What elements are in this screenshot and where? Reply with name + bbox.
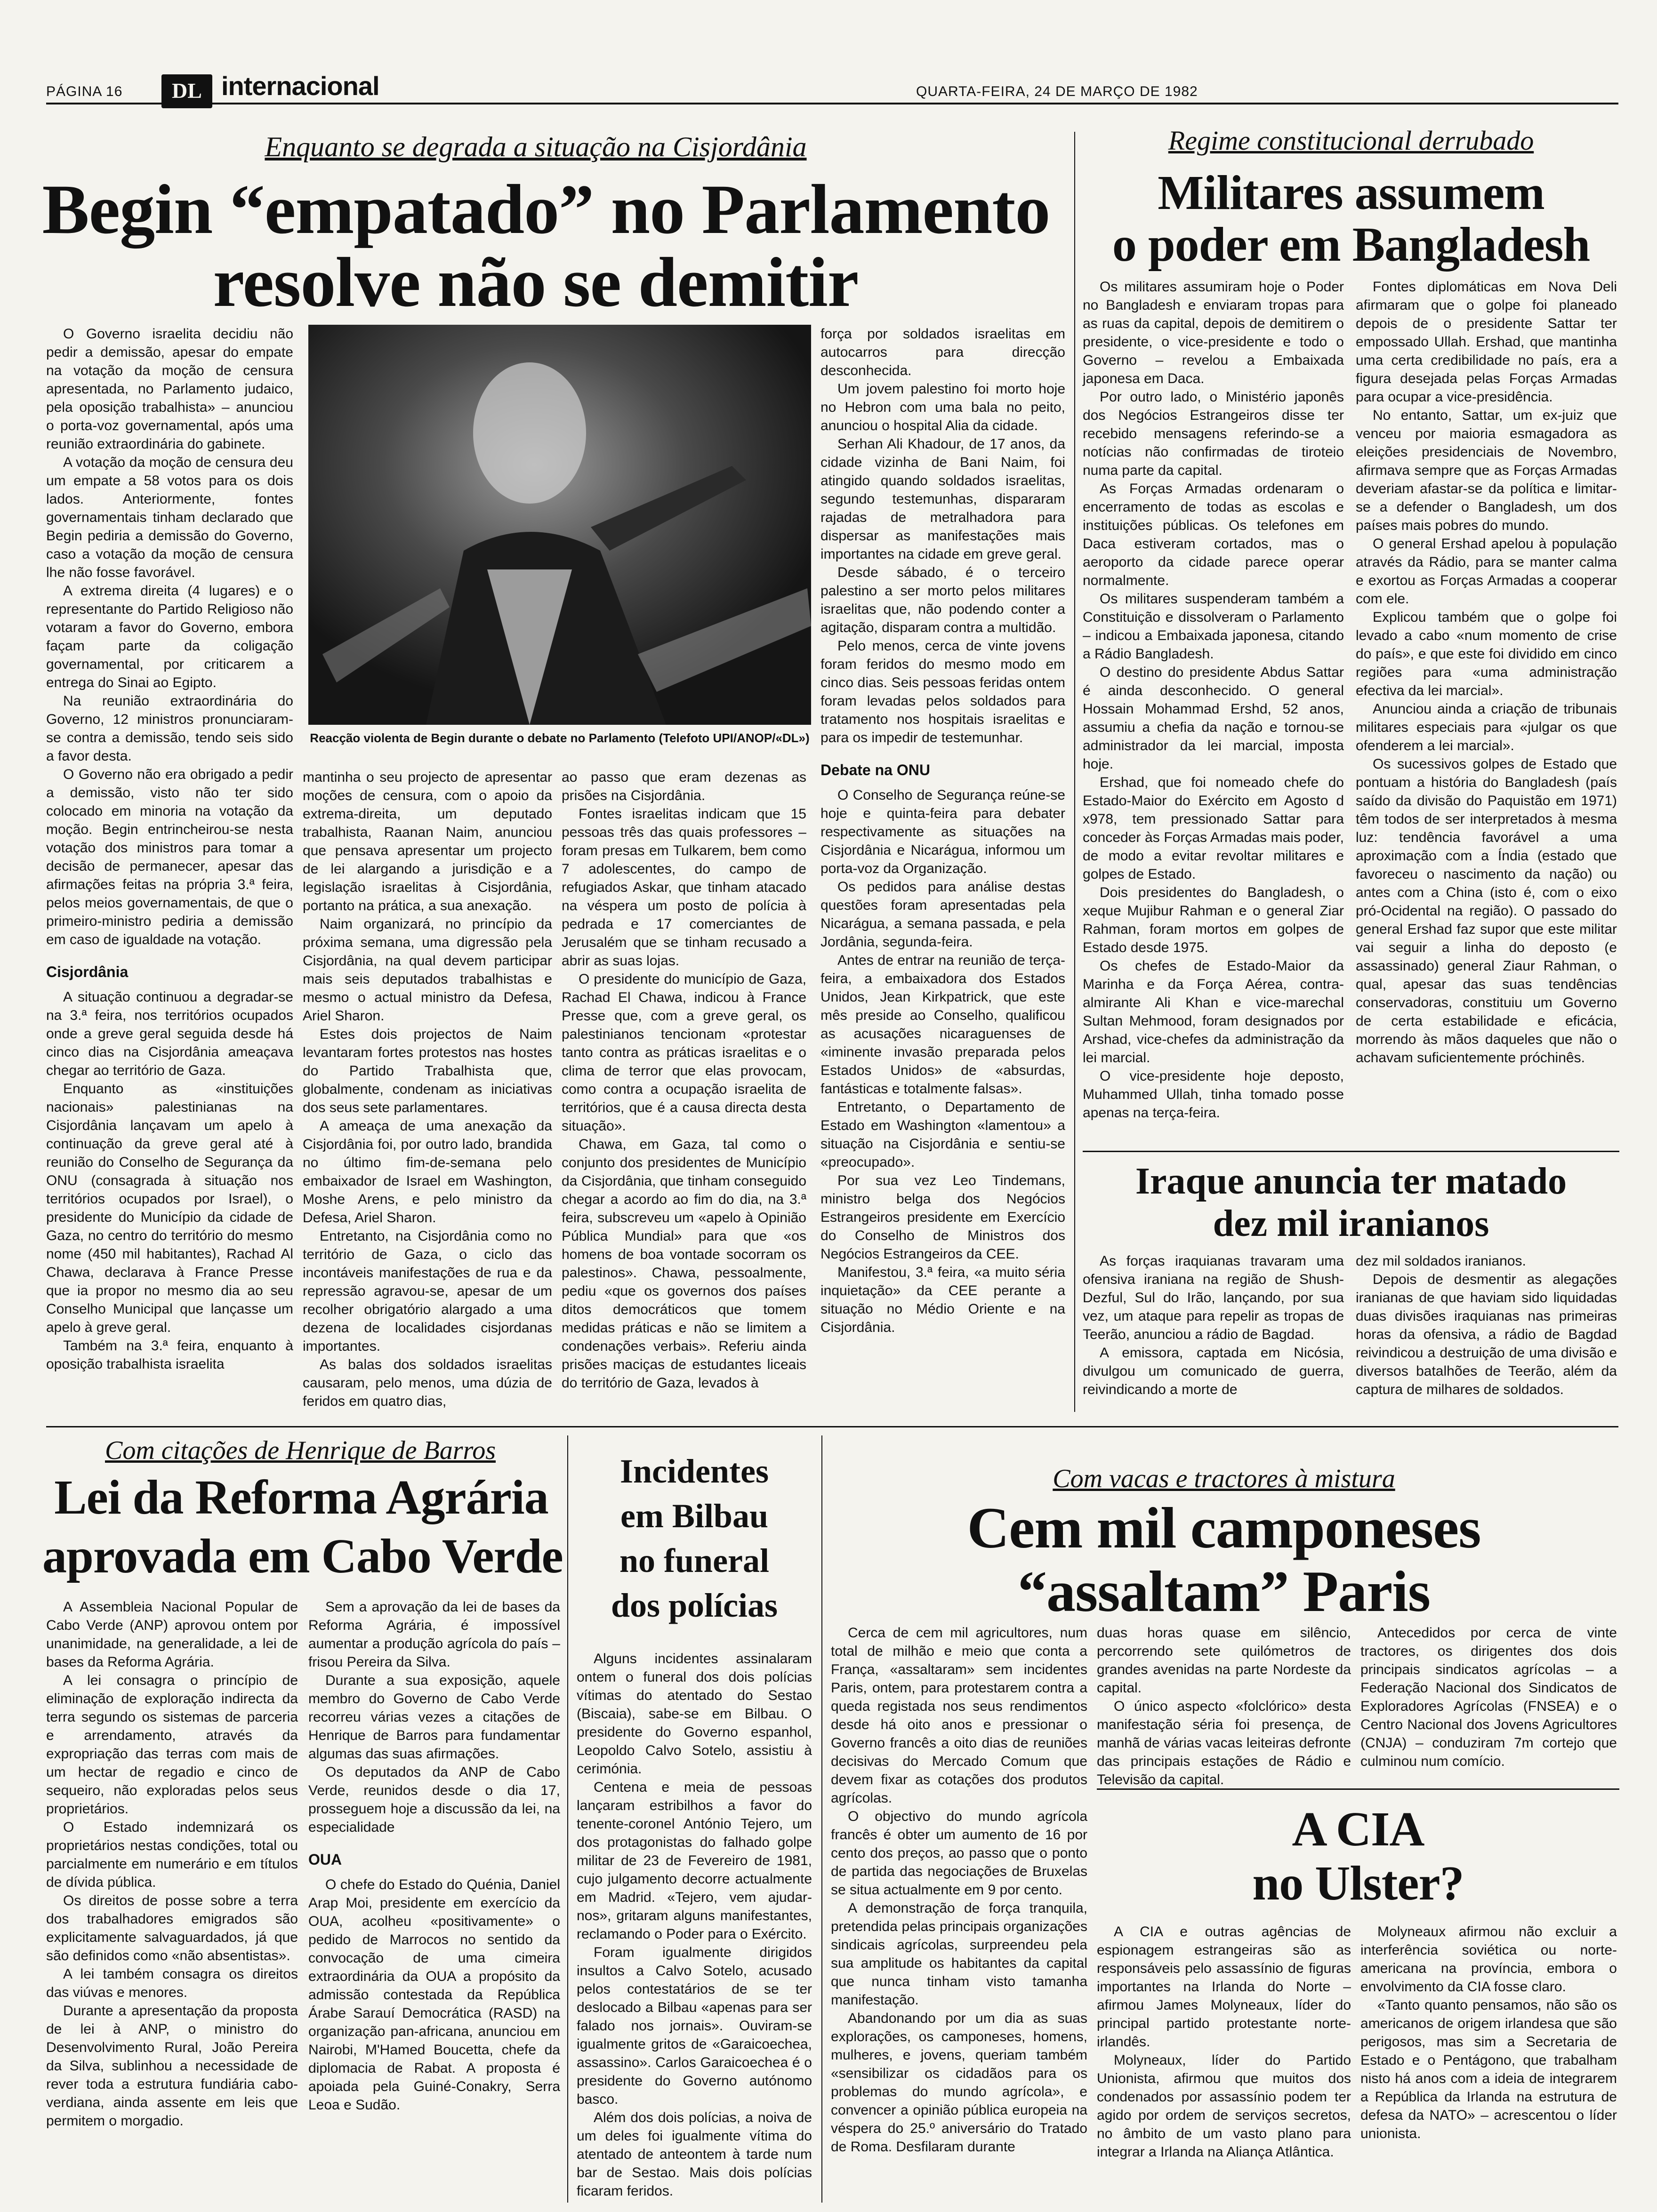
paragraph: Os direitos de posse sobre a terra dos trabalhadores emigrados são explicitamente salvaguardados, já que são definidos como «não absentistas». [46,1893,298,1964]
bangladesh-column-2 [1356,278,1617,1144]
paragraph: Explicou também que o golpe foi levado a cabo «num momento de crise do país», e que este foi dividido em cinco regiões para «uma administração efectiva da lei marcial». [1356,609,1617,698]
cia-column-2 [1360,1923,1617,2205]
bangladesh-headline-line1: Militares assumem [1158,166,1544,220]
paragraph: Alguns incidentes assinalaram ontem o funeral dos dois polícias vítimas do atentado do Sestao (Biscaia), sabe-se em Bilbau. O presidente do Governo espanhol, Leopoldo Calvo Sotelo, assistiu à cerimónia. [577,1651,812,1777]
begin-headline-line2: resolve não se demitir [213,243,859,321]
caboverde-headline-line1: Lei da Reforma Agrária [54,1470,548,1524]
section-rule [1083,1151,1619,1152]
paragraph: Sem a aprovação da lei de bases da Reforma Agrária, é impossível aumentar a produção agrícola do país – frisou Pereira da Silva. [308,1599,560,1670]
paris-headline-line2: “assaltam” Paris [1017,1559,1431,1624]
begin-photo-image [308,325,811,725]
column-divider [1074,132,1075,1412]
paragraph: ao passo que eram dezenas as prisões na Cisjordânia. [562,769,806,803]
paragraph: O Estado indemnizará os proprietários nestas condições, total ou parcialmente em numerário e em títulos de dívida pública. [46,1819,298,1890]
paragraph: As forças iraquianas travaram uma ofensiva iraniana na região de Shush-Dezful, Sul do Irão, lançando, por sua vez, um ataque para repelir as tropas de Teerão, anunciou a rádio de Bagdad. [1083,1253,1344,1342]
bangladesh-column-1 [1083,278,1344,1144]
paragraph: O Conselho de Segurança reúne-se hoje e quinta-feira para debater respectivamente as situações na Cisjordânia e Nicarágua, informou um porta-voz da Organização. [820,787,1065,876]
begin-column-4 [820,325,1065,1417]
paragraph: Os chefes de Estado-Maior da Marinha e da Força Aérea, contra-almirante Ali Khan e vice-marechal Sultan Mehmood, foram designados por Arshad, vice-chefes da administração da lei marcial. [1083,958,1344,1066]
paragraph: Abandonando por um dia as suas explorações, os camponeses, homens, mulheres, e jovens, queriam também «sensibilizar os cidadãos para os problemas do mundo agrícola», e convencer a opinião pública europeia na véspera do 25.º aniversário do Tratado de Roma. Desfilaram durante [831,2011,1087,2155]
paragraph: A demonstração de força tranquila, pretendida pelas principais organizações sindicais agrícolas, surpreendeu pela sua amplitude os habitantes da capital que nunca tinham visto tamanha manifestação. [831,1900,1087,2008]
paragraph: Fontes israelitas indicam que 15 pessoas três das quais professores – foram presas em Tulkarem, bem como 7 adolescentes, do campo de refugiados Askar, que tinham atacado na véspera um posto de polícia à pedrada e 17 comerciantes de Jerusalém que se tinham recusado a abrir as suas lojas. [562,806,806,969]
paragraph: Também na 3.ª feira, enquanto à oposição trabalhista israelita [46,1338,293,1372]
paragraph: «Tanto quanto pensamos, não são os americanos de origem irlandesa que são perigosos, mas sim a Secretaria de Estado e o Pentágono, que trabalham nisto há anos com a ideia de integrarem a República da Irlanda na estrutura de defesa da NATO» – acrescentou o líder unionista. [1360,1997,1617,2141]
paragraph: As balas dos soldados israelitas causaram, pelo menos, uma dúzia de feridos em quatro dias, [303,1357,552,1409]
paragraph: A emissora, captada em Nicósia, divulgou um comunicado de guerra, reivindicando a morte de [1083,1345,1344,1397]
paragraph: A extrema direita (4 lugares) e o representante do Partido Religioso não votaram a favor do Governo, embora façam parte da coligação governamental, por criticarem a entrega do Sinai ao Egipto. [46,583,293,690]
caboverde-column-2 [308,1598,560,2205]
paragraph: Os militares assumiram hoje o Poder no Bangladesh e enviaram tropas para as ruas da capital, depois de demitirem o presidente, o vice-presidente e todo o Governo – revelou a Embaixada japonesa em Daca. [1083,279,1344,386]
subhead-cisjordania: Cisjordânia [46,963,129,980]
paragraph: Entretanto, o Departamento de Estado em Washington «lamentou» a situação na Cisjordânia e sentiu-se «preocupado». [820,1099,1065,1170]
page-horizontal-rule [46,1426,1618,1427]
bilbau-headline-line2: em Bilbau [620,1497,769,1535]
paragraph: Molyneaux afirmou não excluir a interferência soviética ou norte-americana na província, embora o envolvimento da CIA fosse claro. [1360,1924,1617,1995]
begin-photo-caption: Reacção violenta de Begin durante o debate no Parlamento (Telefoto UPI/ANOP/«DL») [310,731,810,745]
paris-column-3 [1360,1624,1617,1779]
section-rule [1097,1788,1619,1790]
paragraph: Por sua vez Leo Tindemans, ministro belga dos Negócios Estrangeiros presidente em Exercício do Conselho de Ministros dos Negócios Estrangeiros da CEE. [820,1173,1065,1262]
iraque-headline-line1: Iraque anuncia ter matado [1135,1161,1567,1202]
paragraph: A votação da moção de censura deu um empate a 58 votos para os dois lados. Anteriormente, fontes governamentais tinham declarado que Begin pediria a demissão do Governo, caso a votação da moção de censura lhe não fosse favorável. [46,455,293,580]
section-title: internacional [221,71,379,101]
paragraph: O Governo não era obrigado a pedir a demissão, visto não ter sido colocado em minoria na votação da moção. Begin entrincheirou-se nesta votação dos ministros para tomar a decisão de permanecer, apesar das afirmações feitas na própria 3.ª feira, pelos meios governamentais, de que o primeiro-ministro pediria a demissão em caso de igualdade na votação. [46,767,293,947]
caboverde-column-1 [46,1598,298,2205]
paragraph: A lei também consagra os direitos das viúvas e menores. [46,1966,298,2000]
column-divider [821,1435,822,2203]
paragraph: Antes de entrar na reunião de terça-feira, a embaixadora dos Estados Unidos, Jean Kirkpatrick, que este mês preside ao Conselho, qualificou as acusações nicaraguenses de «iminente invasão preparada pelos Estados Unidos» de «absurdas, fantásticas e totalmente falsas». [820,953,1065,1097]
bilbau-headline-line1: Incidentes [619,1452,769,1490]
newspaper-logo: DL [161,74,212,108]
masthead-rule [46,103,1618,104]
paragraph: Depois de desmentir as alegações iranianas de que haviam sido liquidadas duas divisões iraquianas nas primeiras horas da ofensiva, a rádio de Bagdad reivindicou a destruição de uma divisão e diversos batalhões de Teerão, além da captura de milhares de soldados. [1356,1272,1617,1397]
paragraph: Serhan Ali Khadour, de 17 anos, da cidade vizinha de Bani Naim, foi atingido quando soldados israelitas, segundo testemunhas, dispararam rajadas de metralhadora para dispersar as manifestações mais importantes na cidade em greve geral. [820,436,1065,562]
paragraph: O presidente do município de Gaza, Rachad El Chawa, indicou à France Presse que, com a greve geral, os palestinianos tencionam «protestar tanto contra as práticas israelitas e o clima de terror que elas provocam, como contra a ocupação israelita de territórios, que é a causa directa desta situação». [562,971,806,1134]
paragraph: Enquanto as «instituições nacionais» palestinianas na Cisjordânia lançavam um apelo à continuação da greve geral até à reunião do Conselho de Segurança da ONU (consagrada à situação nos territórios ocupados por Israel), o presidente do Município da cidade de Gaza, no centro do território do mesmo nome (450 mil habitantes), Rachad Al Chawa, declarava à France Presse que ia propor no mesmo dia ao seu Conselho Municipal que lançasse um apelo à greve geral. [46,1081,293,1335]
subhead-oua: OUA [308,1851,342,1868]
cia-headline-line2: no Ulster? [1252,1856,1464,1910]
paragraph: A CIA e outras agências de espionagem estrangeiras são as responsáveis pelo assassínio de figuras importantes na Irlanda do Norte – afirmou James Molyneaux, líder do principal partido protestante norte-irlandês. [1097,1924,1351,2050]
paragraph: A lei consagra o princípio de eliminação de exploração indirecta da terra segundo os sistemas de parceria e arrendamento, através da expropriação das terras com mais de um hectar de regadio e cinco de sequeiro, não exploradas pelos seus proprietários. [46,1673,298,1817]
iraque-column-1 [1083,1252,1344,1412]
paragraph: Na reunião extraordinária do Governo, 12 ministros pronunciaram-se contra a demissão, tendo seis sido a favor desta. [46,693,293,764]
paragraph: Chawa, em Gaza, tal como o conjunto dos presidentes de Município da Cisjordânia, que tinham conseguido chegar a acordo ao fim do dia, na 3.ª feira, subscreveu um «apelo à Opinião Pública Mundial» para que «os homens de boa vontade socorram os palestinos». Chawa, pessoalmente, pediu «que os governos dos países ditos democráticos que tomem medidas práticas e não se limitem a condenações verbais». Referiu ainda prisões maciças de estudantes liceais do território de Gaza, levados à [562,1137,806,1391]
begin-column-3 [562,768,806,1418]
begin-photo [308,325,811,725]
bangladesh-headline-line2: o poder em Bangladesh [1112,217,1590,272]
paragraph: O único aspecto «folclórico» desta manifestação séria foi presença, de manhã de várias vacas leiteiras defronte das principais estações de Rádio e Televisão da capital. [1097,1699,1351,1787]
paragraph: O Governo israelita decidiu não pedir a demissão, apesar do empate na votação da moção de censura apresentada, no Parlamento judaico, pela oposição trabalhista» – anunciou o porta-voz governamental, após uma reunião extraordinária do gabinete. [46,326,293,452]
paragraph: Anunciou ainda a criação de tribunais militares especiais para «julgar os que ofenderem a lei marcial». [1356,701,1617,753]
paragraph: Naim organizará, no princípio da próxima semana, uma digressão pela Cisjordânia, na qual devem participar mais seis deputados trabalhistas e mesmo o actual ministro da Defesa, Ariel Sharon. [303,916,552,1024]
paris-headline-line1: Cem mil camponeses [967,1496,1481,1560]
begin-column-2 [303,768,552,1418]
cia-headline-line1: A CIA [1292,1802,1424,1856]
subhead-debate-onu: Debate na ONU [820,761,930,778]
paragraph: Por outro lado, o Ministério japonês dos Negócios Estrangeiros disse ter recebido mensagens referindo-se a notícias não confirmadas de tiroteio numa parte da capital. [1083,389,1344,478]
paragraph: O general Ershad apelou à população através da Rádio, para se manter calma e exortou as Forças Armadas a cooperar com ele. [1356,536,1617,607]
paragraph: mantinha o seu projecto de apresentar moções de censura, com o apoio da extrema-direita, um deputado trabalhista, Raanan Naim, anunciou que pensava apresentar um projecto de lei alargando a jurisdição e a legislação israelitas à Cisjordânia, portanto na prática, a sua anexação. [303,769,552,914]
paragraph: duas horas quase em silêncio, percorrendo sete quilómetros de grandes avenidas na parte Nordeste da capital. [1097,1625,1351,1696]
paragraph: As Forças Armadas ordenaram o encerramento de todas as escolas e instituições públicas. Os telefones em Daca estiveram cortados, mas o aeroporto da cidade parece operar normalmente. [1083,481,1344,588]
paragraph: Desde sábado, é o terceiro palestino a ser morto pelos militares israelitas que, não podendo conter a agitação, disparam contra a multidão. [820,565,1065,635]
paragraph: Os pedidos para análise destas questões foram apresentadas pela Nicarágua, a semana passada, e pela Jordânia, segunda-feira. [820,879,1065,950]
paragraph: Durante a sua exposição, aquele membro do Governo de Cabo Verde recorreu várias vezes a citações de Henrique de Barros para fundamentar algumas das suas afirmações. [308,1673,560,1762]
page-number: PÁGINA 16 [46,84,123,99]
paragraph: Durante a apresentação da proposta de lei à ANP, o ministro do Desenvolvimento Rural, João Pereira da Silva, sublinhou a necessidade de rever toda a estrutura fundiária cabo-verdiana, ainda assente em leis que permitem o morgadio. [46,2003,298,2129]
paragraph: Um jovem palestino foi morto hoje no Hebron com uma bala no peito, anunciou o hospital Alia da cidade. [820,381,1065,433]
bangladesh-kicker: Regime constitucional derrubado [1168,125,1534,156]
paragraph: Os deputados da ANP de Cabo Verde, reunidos desde o dia 17, prosseguem hoje a discussão da lei, na especialidade [308,1764,560,1835]
paragraph: Pelo menos, cerca de vinte jovens foram feridos do mesmo modo em cinco dias. Seis pessoas feridas ontem foram levadas pelos soldados para tratamento nos hospitais israelitas e para os impedir de testemunhar. [820,638,1065,745]
bilbau-headline-line4: dos polícias [611,1587,778,1624]
paragraph: O vice-presidente hoje deposto, Muhammed Ullah, tinha tomado posse apenas na terça-feira. [1083,1068,1344,1121]
bilbau-column [577,1650,812,2205]
paragraph: O objectivo do mundo agrícola francês é obter um aumento de 16 por cento dos preços, ao passo que o ponto de partida das negociações de Bruxelas se situa actualmente em 9 por cento. [831,1809,1087,1898]
paragraph: A Assembleia Nacional Popular de Cabo Verde (ANP) aprovou ontem por unanimidade, na generalidade, a lei de bases da Reforma Agrária. [46,1599,298,1670]
begin-kicker: Enquanto se degrada a situação na Cisjordânia [265,131,807,162]
paragraph: Cerca de cem mil agricultores, num total de milhão e meio que conta a França, «assaltaram» sem incidentes Paris, ontem, para protestarem contra a queda registada nos seus rendimentos desde há oito anos e pressionar o Governo francês a oito dias de reuniões decisivas do Mercado Comum que devem fixar as cotações dos produtos agrícolas. [831,1625,1087,1806]
paragraph: Ershad, que foi nomeado chefe do Estado-Maior do Exército em Agosto d x978, tem pressionado Sattar para conceder às Forças Armadas mais poder, de modo a evitar revoltar militares e golpes de Estado. [1083,775,1344,882]
paris-column-1 [831,1624,1087,2205]
paragraph: O chefe do Estado do Quénia, Daniel Arap Moi, presidente em exercício da OUA, acolheu «positivamente» o pedido de Marrocos no sentido da convocação de uma cimeira extraordinária da OUA a propósito da admissão contestada da República Árabe Sarauí Democrática (RASD) na organização pan-africana, anunciou em Nairobi, M'Hamed Boucetta, chefe da diplomacia de Rabat. A proposta é apoiada pela Guiné-Conakry, Serra Leoa e Sudão. [308,1877,560,2113]
paragraph: Antecedidos por cerca de vinte tractores, os dirigentes dos dois principais sindicatos agrícolas – a Federação Nacional dos Sindicatos de Exploradores Agrícolas (FNSEA) e o Centro Nacional dos Jovens Agricultores (CNJA) – conduziram 7m cortejo que culminou num comício. [1360,1625,1617,1769]
paragraph: dez mil soldados iranianos. [1356,1253,1526,1269]
paragraph: Manifestou, 3.ª feira, «a muito séria inquietação» da CEE perante a situação no Médio Oriente e na Cisjordânia. [820,1265,1065,1335]
paragraph: força por soldados israelitas em autocarros para direcção desconhecida. [820,326,1065,378]
bilbau-headline-line3: no funeral [619,1542,770,1579]
cia-column-1 [1097,1923,1351,2205]
paris-kicker: Com vacas e tractores à mistura [1053,1464,1395,1493]
paris-column-2 [1097,1624,1351,1787]
caboverde-headline-line2: aprovada em Cabo Verde [42,1529,563,1583]
issue-date: QUARTA-FEIRA, 24 DE MARÇO DE 1982 [916,84,1198,99]
paragraph: Foram igualmente dirigidos insultos a Calvo Sotelo, acusado pelos contestatários de se ter deslocado a Bilbau «apenas para ser falado nos jornais». Ouviram-se igualmente gritos de «Garaicoechea, assassino». Carlos Garaicoechea é o presidente do Governo autónomo basco. [577,1945,812,2107]
paragraph: Fontes diplomáticas em Nova Deli afirmaram que o golpe foi planeado depois de o presidente Sattar ter empossado Ullah. Ershad, que mantinha uma certa credibilidade no país, era a figura desejada pelas Forças Armadas para ocupar a vice-presidência. [1356,279,1617,405]
paragraph: Os sucessivos golpes de Estado que pontuam a história do Bangladesh (país saído da divisão do Paquistão em 1971) têm todos de ser interpretados à mesma luz: tendência favorável a uma aproximação com a Índia (estado que favoreceu o nascimento da nação) ou antes com a China (isto é, com o eixo pró-Ocidental na região). O passado do general Ershad faz supor que este militar vai seguir a linha do deposto (e assassinado) general Ziaur Rahman, o qual, apesar das suas tendências conservadoras, constituiu um Governo de certa estabilidade e eficácia, morrendo às mãos daqueles que não o achavam suficientemente próchinês. [1356,756,1617,1066]
paragraph: Além dos dois polícias, a noiva de um deles foi igualmente vítima do atentado de anteontem à tarde num bar de Sestao. Mais dois polícias ficaram feridos. [577,2110,812,2199]
paragraph: Molyneaux, líder do Partido Unionista, afirmou que muitos dos condenados por assassínio podem ter agido por ordem de serviços secretos, no âmbito de um vasto plano para integrar a Irlanda na Aliança Atlântica. [1097,2052,1351,2160]
paragraph: Entretanto, na Cisjordânia como no território de Gaza, o ciclo das incontáveis manifestações de rua e da repressão agravou-se, apesar de um recolher obrigatório alargado a uma dezena de localidades cisjordanas importantes. [303,1228,552,1354]
paragraph: A situação continuou a degradar-se na 3.ª feira, nos territórios ocupados onde a greve geral seguida desde há cinco dias na Cisjordânia ameaçava chegar ao território de Gaza. [46,989,293,1078]
paragraph: Centena e meia de pessoas lançaram estribilhos a favor do tenente-coronel António Tejero, um dos protagonistas do falhado golpe militar de 23 de Fevereiro de 1981, cujo julgamento decorre actualmente em Madrid. «Tejero, vem ajudar-nos», gritaram alguns manifestantes, reclamando o Poder para o Exército. [577,1779,812,1942]
paragraph: Dois presidentes do Bangladesh, o xeque Mujibur Rahman e o general Ziar Rahman, foram mortos em golpes de Estado desde 1975. [1083,885,1344,955]
paragraph: No entanto, Sattar, um ex-juiz que venceu por maioria esmagadora as eleições presidenciais de Novembro, afirmava sempre que as Forças Armadas deveriam afastar-se da política e limitar-se a defender o Bangladesh, um dos países mais pobres do mundo. [1356,408,1617,533]
paragraph: A ameaça de uma anexação da Cisjordânia foi, por outro lado, brandida no último fim-de-semana pelo embaixador de Israel em Washington, Moshe Arens, e pelo ministro da Defesa, Ariel Sharon. [303,1118,552,1226]
paragraph: Os militares suspenderam também a Constituição e dissolveram o Parlamento – indicou a Embaixada japonesa, citando a Rádio Bangladesh. [1083,591,1344,662]
begin-headline-line1: Begin “empatado” no Parlamento [42,170,1050,248]
iraque-headline-line2: dez mil iranianos [1213,1203,1489,1244]
paragraph: Estes dois projectos de Naim levantaram fortes protestos nas hostes do Partido Trabalhista que, globalmente, condenam as iniciativas dos seus sete parlamentares. [303,1026,552,1115]
paragraph: O destino do presidente Abdus Sattar é ainda desconhecido. O general Hossain Mohammad Ershd, 52 anos, assumiu a chefia da nação e tornou-se administrador da lei marcial, imposta hoje. [1083,665,1344,772]
caboverde-kicker: Com citações de Henrique de Barros [105,1436,496,1465]
iraque-column-2 [1356,1252,1617,1412]
begin-column-1 [46,325,293,1417]
column-divider [567,1435,568,2203]
